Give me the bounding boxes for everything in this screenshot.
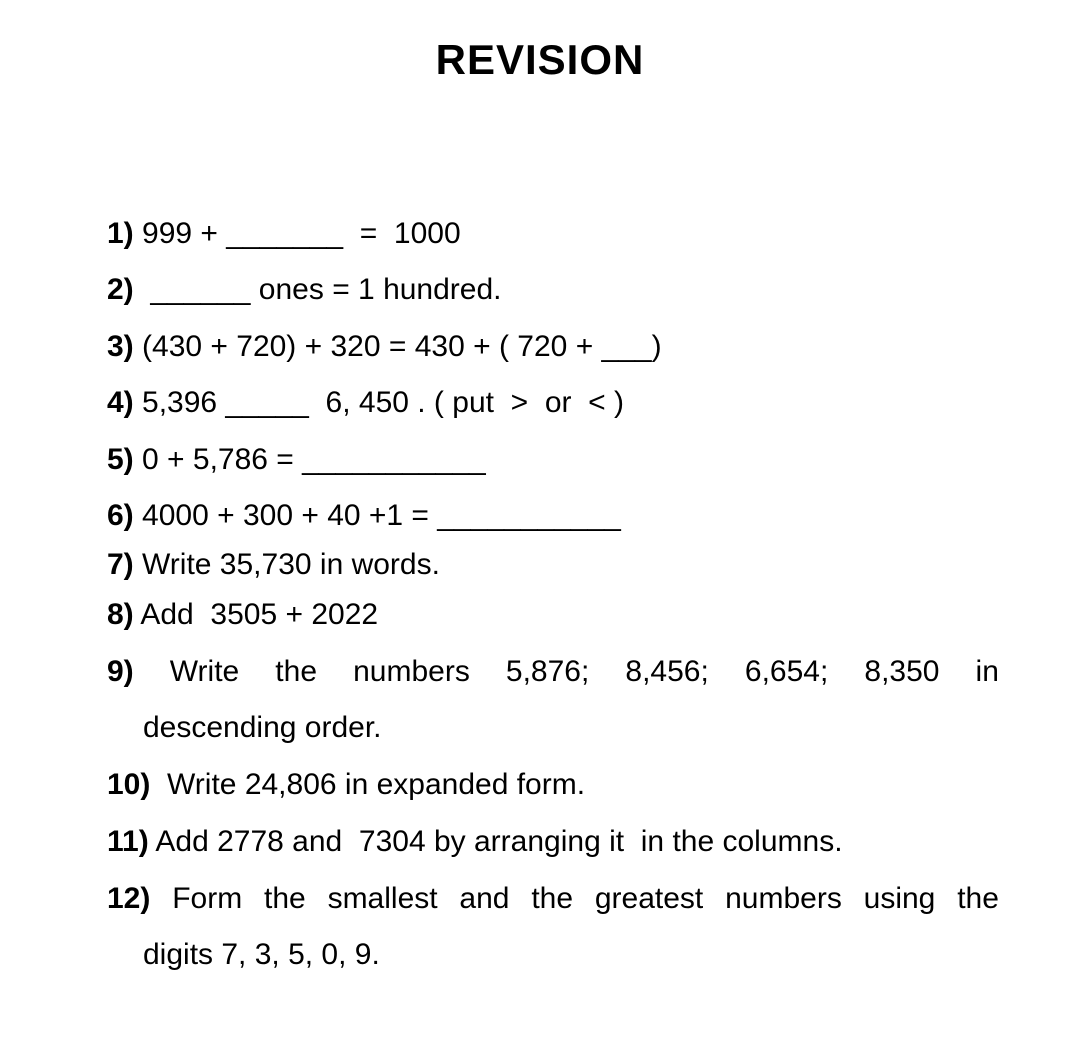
question-number: 1) [107,217,134,250]
question-9 [107,654,999,690]
question-12-continuation: digits 7, 3, 5, 0, 9. [143,938,380,971]
question-number: 8) [107,598,134,631]
question-8 [107,597,378,633]
question-word: 6,654; [744,655,829,688]
page-title: REVISION [435,36,645,83]
question-word: using [863,882,936,915]
question-number: 10) [107,768,151,801]
question-3 [107,329,662,365]
question-word: 8,350 [864,655,940,688]
question-word: the [275,655,318,688]
question-word: numbers [353,655,470,688]
question-number: 2) [107,273,134,306]
question-word: Write [169,655,240,688]
question-word: and [459,882,510,915]
question-number: 11) [107,825,149,858]
question-word: in [975,655,999,688]
question-2 [107,272,502,308]
question-text: Write 24,806 in expanded form. [150,768,586,801]
question-4 [107,385,624,421]
question-11 [107,824,843,860]
question-5 [107,442,486,478]
question-text: ______ ones = 1 hundred. [133,273,502,306]
question-text: Add 3505 + 2022 [133,598,379,631]
question-text: 0 + 5,786 = ___________ [133,443,486,476]
question-number: 12) [107,882,151,915]
question-word: 8,456; [625,655,709,688]
question-number: 9) [107,655,134,688]
question-number: 6) [107,499,134,532]
question-word: the [531,882,574,915]
question-text: 4000 + 300 + 40 +1 = ___________ [133,499,621,532]
question-number: 7) [107,548,134,581]
question-text: 5,396 _____ 6, 450 . ( put > or < ) [133,386,625,419]
question-word: greatest [594,882,704,915]
question-text: 999 + _______ = 1000 [133,217,461,250]
question-text: Add 2778 and 7304 by arranging it in the columns. [148,825,843,858]
question-number: 5) [107,443,134,476]
question-word: Form [172,882,243,915]
question-number: 3) [107,330,134,363]
question-text: (430 + 720) + 320 = 430 + ( 720 + ___) [133,330,662,363]
question-word: the [957,882,999,915]
question-9-continuation: descending order. [143,711,382,744]
question-number: 4) [107,386,134,419]
question-1 [107,216,461,252]
question-7 [107,547,440,583]
question-word: 5,876; [505,655,590,688]
question-word: the [264,882,306,915]
question-10 [107,767,585,803]
question-text: Write 35,730 in words. [133,548,440,581]
question-word: numbers [725,882,842,915]
question-word: smallest [327,882,438,915]
question-6 [107,498,621,534]
question-12 [107,881,999,917]
